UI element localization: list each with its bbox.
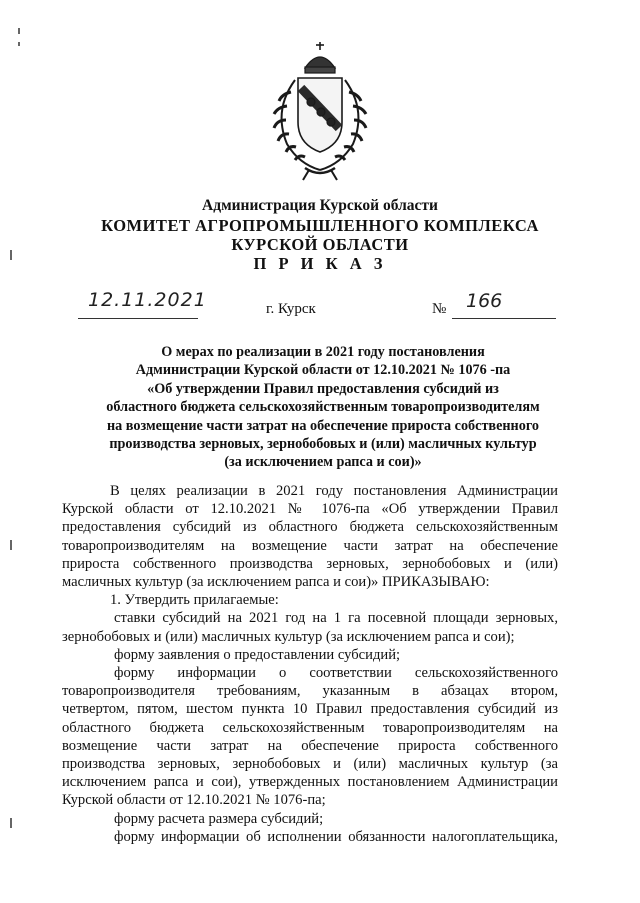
- handwritten-order-number: 166: [466, 290, 503, 312]
- body-line: 1. Утвердить прилагаемые:: [110, 592, 279, 609]
- city-label: г. Курск: [266, 301, 316, 317]
- kursk-coat-of-arms-emblem: [265, 40, 375, 182]
- body-line: масличных культур (за исключением рапса и сои)» ПРИКАЗЫВАЮ:: [62, 574, 490, 591]
- handwritten-date: 12.11.2021: [88, 289, 207, 311]
- committee-name-line1: КОМИТЕТ АГРОПРОМЫШЛЕННОГО КОМПЛЕКСА: [101, 216, 539, 235]
- document-type-heading: П Р И К А З: [253, 254, 387, 273]
- body-line: форму информации об исполнении обязанности налогоплательщика,: [114, 828, 558, 845]
- body-line: возмещение части затрат на обеспечение прироста собственного: [62, 737, 558, 754]
- title-line: «Об утверждении Правил предоставления субсидий из: [147, 380, 499, 397]
- body-line: предоставления субсидий из областного бюджета сельскохозяйственным: [62, 519, 558, 536]
- body-line: форму расчета размера субсидий;: [114, 810, 324, 827]
- body-line: товаропроизводителя требованиям, указанным в абзацах втором,: [62, 683, 558, 700]
- scan-margin-mark: [18, 42, 20, 46]
- body-line: В целях реализации в 2021 году постановления Администрации: [110, 483, 558, 499]
- body-line: форму информации о соответствии сельскохозяйственного: [114, 665, 558, 682]
- scan-margin-mark: [10, 250, 12, 260]
- body-line: областного бюджета сельскохозяйственным товаропроизводителям на: [62, 719, 558, 736]
- title-line: (за исключением рапса и сои)»: [224, 454, 422, 471]
- committee-name-line2: КУРСКОЙ ОБЛАСТИ: [231, 235, 409, 254]
- scan-margin-mark: [18, 28, 20, 34]
- body-line: зернобобовых и (или) масличных культур (за исключением рапса и сои);: [62, 628, 515, 645]
- order-title: [86, 343, 560, 472]
- body-line: производства зерновых, зернобобовых и (или) масличных культур (за: [62, 756, 558, 773]
- administration-name: Администрация Курской области: [202, 197, 438, 214]
- title-line: на возмещение части затрат на обеспечение прироста собственного: [106, 417, 540, 434]
- body-line: исключением рапса и сои), утвержденных постановлением Администрации: [62, 774, 558, 791]
- scan-margin-mark: [10, 818, 12, 828]
- body-line: Курской области от 12.10.2021 № 1076-па «Об утверждении Правил: [62, 501, 558, 518]
- body-line: четвертом, пятом, шестом пункта 10 Правил предоставления субсидий из: [62, 701, 558, 718]
- title-line: производства зерновых, зернобобовых и (или) масличных культур: [109, 436, 537, 453]
- body-line: Курской области от 12.10.2021 № 1076-па;: [62, 792, 326, 809]
- title-line: Администрации Курской области от 12.10.2021 № 1076 -па: [135, 362, 511, 379]
- order-body: [62, 482, 558, 846]
- body-line: ставки субсидий на 2021 год на 1 га посевной площади зерновых,: [114, 610, 558, 627]
- body-line: товаропроизводителям на возмещение части затрат на обеспечение: [62, 537, 558, 554]
- body-line: форму заявления о предоставлении субсидий;: [114, 646, 401, 663]
- title-line: О мерах по реализации в 2021 году постановления: [161, 344, 485, 360]
- scan-margin-mark: [10, 540, 12, 550]
- number-sign: №: [432, 301, 447, 317]
- body-line: прироста собственного производства зерновых, зернобобовых и (или): [62, 555, 558, 572]
- title-line: областного бюджета сельскохозяйственным товаропроизводителям: [106, 399, 540, 416]
